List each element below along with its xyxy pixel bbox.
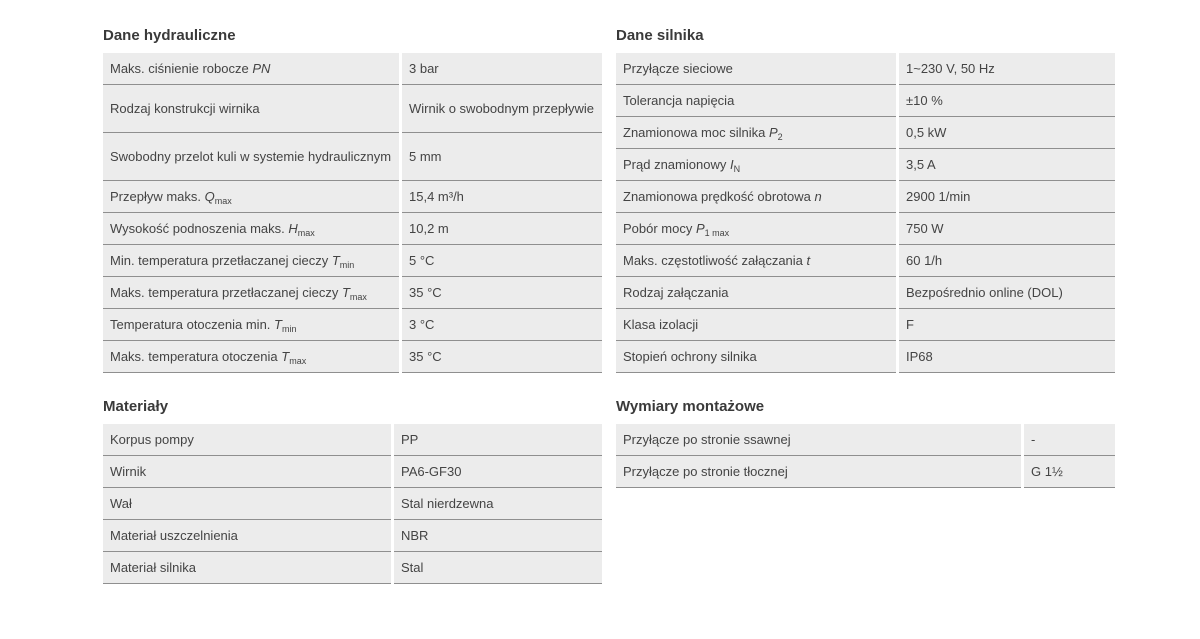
row-value: Stal nierdzewna <box>394 488 602 520</box>
table-row <box>616 277 1115 309</box>
table-row <box>616 53 1115 85</box>
motor-section <box>616 27 1118 373</box>
row-symbol: T <box>331 253 340 268</box>
row-label-cell <box>616 341 896 373</box>
hydraulic-section <box>103 27 605 373</box>
section-title: Dane hydrauliczne <box>103 27 236 44</box>
row-label: Pobór mocy <box>623 221 696 236</box>
row-label-cell <box>103 520 391 552</box>
table-row <box>103 277 602 309</box>
row-label: Przyłącze po stronie ssawnej <box>623 432 791 447</box>
row-label: Materiał silnika <box>110 560 196 575</box>
row-value: 3 °C <box>402 309 602 341</box>
mounting-table <box>613 424 1118 488</box>
row-symbol-subscript: max <box>349 292 367 302</box>
table-row <box>103 456 602 488</box>
table-row <box>616 245 1115 277</box>
table-row <box>103 341 602 373</box>
row-value: 3,5 A <box>899 149 1115 181</box>
table-row <box>616 117 1115 149</box>
row-label-cell <box>616 53 896 85</box>
row-value: 5 °C <box>402 245 602 277</box>
table-row <box>103 133 602 181</box>
table-row <box>103 424 602 456</box>
table-row <box>103 53 602 85</box>
row-symbol-subscript: 2 <box>777 132 783 142</box>
table-row <box>103 85 602 133</box>
table-row <box>103 245 602 277</box>
row-label: Stopień ochrony silnika <box>623 349 757 364</box>
row-label-cell <box>103 552 391 584</box>
row-label-cell <box>616 424 1021 456</box>
row-value: PA6-GF30 <box>394 456 602 488</box>
table-row <box>616 424 1115 456</box>
row-symbol-subscript: min <box>281 324 297 334</box>
row-label-cell <box>103 424 391 456</box>
row-label: Znamionowa prędkość obrotowa <box>623 189 815 204</box>
materials-table <box>100 424 605 584</box>
row-symbol: t <box>806 253 811 268</box>
row-value: 35 °C <box>402 277 602 309</box>
row-label-cell <box>616 456 1021 488</box>
row-value: IP68 <box>899 341 1115 373</box>
row-label-cell <box>103 85 399 133</box>
row-symbol: T <box>341 285 350 300</box>
row-label-cell <box>103 245 399 277</box>
row-symbol: T <box>274 317 282 332</box>
row-label: Przyłącze sieciowe <box>623 61 733 76</box>
row-symbol-subscript: max <box>289 356 307 366</box>
row-value: 3 bar <box>402 53 602 85</box>
row-value: 2900 1/min <box>899 181 1115 213</box>
row-label-cell <box>616 277 896 309</box>
row-label: Maks. temperatura otoczenia <box>110 349 282 364</box>
hydraulic-table <box>100 53 605 373</box>
row-value: 10,2 m <box>402 213 602 245</box>
table-row <box>616 181 1115 213</box>
row-label-cell <box>103 277 399 309</box>
row-value: Bezpośrednio online (DOL) <box>899 277 1115 309</box>
row-label: Rodzaj załączania <box>623 285 729 300</box>
row-label: Rodzaj konstrukcji wirnika <box>110 101 260 116</box>
row-value: Stal <box>394 552 602 584</box>
row-label: Przyłącze po stronie tłocznej <box>623 464 788 479</box>
row-symbol: Q <box>204 189 215 204</box>
mounting-section <box>616 398 1118 488</box>
row-symbol-subscript: N <box>733 164 741 174</box>
row-label: Wysokość podnoszenia maks. <box>110 221 289 236</box>
table-row <box>103 213 602 245</box>
table-row <box>616 341 1115 373</box>
row-symbol: P <box>768 125 778 140</box>
row-value: 1~230 V, 50 Hz <box>899 53 1115 85</box>
row-label-cell <box>103 53 399 85</box>
row-label: Korpus pompy <box>110 432 194 447</box>
row-value: PP <box>394 424 602 456</box>
row-symbol-subscript: min <box>339 260 355 270</box>
row-label: Prąd znamionowy <box>623 157 730 172</box>
table-row <box>616 213 1115 245</box>
row-label: Maks. częstotliwość załączania <box>623 253 807 268</box>
row-label: Tolerancja napięcia <box>623 93 735 108</box>
table-row <box>103 309 602 341</box>
row-symbol: P <box>695 221 705 236</box>
row-label: Temperatura otoczenia min. <box>110 317 275 332</box>
row-label: Min. temperatura przetłaczanej cieczy <box>110 253 332 268</box>
row-label: Wirnik <box>110 464 147 479</box>
row-value: G 1½ <box>1024 456 1115 488</box>
row-label-cell <box>616 181 896 213</box>
section-title: Materiały <box>103 398 169 415</box>
row-label-cell <box>103 133 399 181</box>
row-value: - <box>1024 424 1115 456</box>
row-value: 5 mm <box>402 133 602 181</box>
row-label-cell <box>616 309 896 341</box>
row-label: Maks. temperatura przetłaczanej cieczy <box>110 285 342 300</box>
row-symbol: n <box>814 189 822 204</box>
row-label-cell <box>103 181 399 213</box>
row-value: Wirnik o swobodnym przepływie <box>402 85 602 133</box>
motor-table <box>613 53 1118 373</box>
row-label-cell <box>103 213 399 245</box>
row-label-cell <box>103 488 391 520</box>
row-label-cell <box>103 309 399 341</box>
row-label: Wał <box>110 496 132 511</box>
row-value: 35 °C <box>402 341 602 373</box>
row-label: Swobodny przelot kuli w systemie hydraulicznym <box>110 149 392 164</box>
table-row <box>103 181 602 213</box>
row-label-cell <box>616 85 896 117</box>
row-symbol: I <box>729 157 734 172</box>
row-value: NBR <box>394 520 602 552</box>
table-row <box>616 149 1115 181</box>
row-value: 60 1/h <box>899 245 1115 277</box>
row-value: 15,4 m³/h <box>402 181 602 213</box>
row-label: Przepływ maks. <box>110 189 205 204</box>
row-label-cell <box>616 149 896 181</box>
row-symbol: T <box>281 349 290 364</box>
row-symbol-subscript: 1 max <box>704 228 730 238</box>
row-label-cell <box>616 245 896 277</box>
row-label-cell <box>103 456 391 488</box>
row-label: Maks. ciśnienie robocze <box>110 61 253 76</box>
row-value: 0,5 kW <box>899 117 1115 149</box>
materials-section <box>103 398 605 584</box>
table-row <box>616 85 1115 117</box>
row-symbol: PN <box>252 61 271 76</box>
row-label-cell <box>103 341 399 373</box>
section-title: Wymiary montażowe <box>616 398 765 415</box>
row-symbol-subscript: max <box>297 228 315 238</box>
row-value: F <box>899 309 1115 341</box>
row-label: Znamionowa moc silnika <box>623 125 769 140</box>
row-label-cell <box>616 213 896 245</box>
table-row <box>616 456 1115 488</box>
section-title: Dane silnika <box>616 27 704 44</box>
row-symbol: H <box>288 221 298 236</box>
row-symbol-subscript: max <box>214 196 232 206</box>
row-label-cell <box>616 117 896 149</box>
row-label: Klasa izolacji <box>623 317 699 332</box>
table-row <box>103 488 602 520</box>
table-row <box>616 309 1115 341</box>
row-value: ±10 % <box>899 85 1115 117</box>
row-value: 750 W <box>899 213 1115 245</box>
table-row <box>103 520 602 552</box>
row-label: Materiał uszczelnienia <box>110 528 238 543</box>
table-row <box>103 552 602 584</box>
